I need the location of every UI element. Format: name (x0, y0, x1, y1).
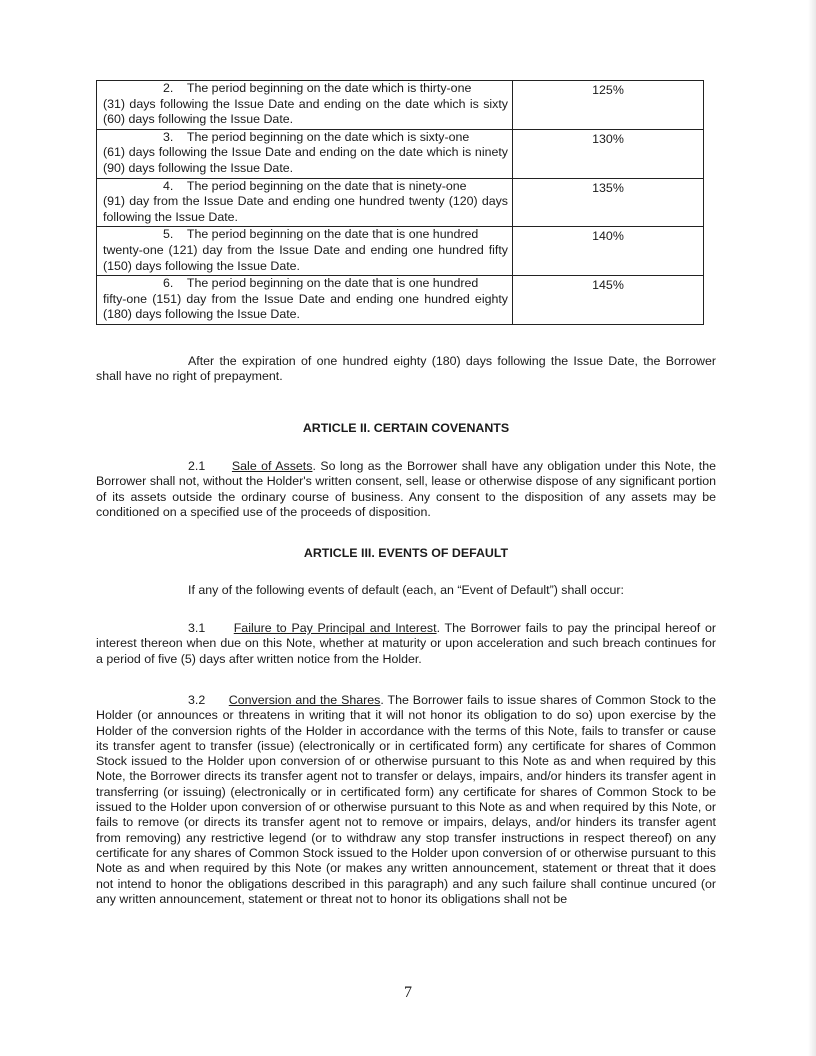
period-description: 3. The period beginning on the date which is sixty-one (61) days following the Issue Date and ending on the date which is ninety (90) days following the Issue Date. (97, 129, 513, 178)
section-number: 3.1 (188, 621, 206, 635)
prepayment-percentage: 125% (513, 81, 704, 130)
table-row (97, 129, 704, 178)
period-description: 4. The period beginning on the date that is ninety-one (91) day from the Issue Date and ending one hundred twenty (120) days following the Issue Date. (97, 178, 513, 227)
scan-edge-shadow (808, 0, 816, 1056)
prepayment-percentage: 130% (513, 129, 704, 178)
section-3-1-paragraph: 3.1 Failure to Pay Principal and Interest. The Borrower fails to pay the principal hereof or interest thereon when due on this Note, whether at maturity or upon acceleration and such breach continues for a period of five (5) days after written notice from the Holder. (96, 621, 716, 666)
events-intro-paragraph: If any of the following events of default (each, an “Event of Default”) shall occur: (188, 583, 624, 597)
section-number: 2.1 (188, 459, 206, 473)
table-row (97, 276, 704, 325)
prepayment-percentage: 135% (513, 178, 704, 227)
section-title: Conversion and the Shares (228, 693, 381, 707)
table-row (97, 81, 704, 130)
section-3-2-paragraph: 3.2 Conversion and the Shares. The Borrower fails to issue shares of Common Stock to the Holder (or announces or threatens in writing that it will not honor its obligation to do so) upon exercise by the Holder of the conversion rights of the Holder in accordance with the terms of this Note, fails to transfer or cause its transfer agent to transfer (issue) (electronically or in certificated form) any certificate for shares of Common Stock issued to the Holder upon conversion of or otherwise pursuant to this Note as and when required by this Note, the Borrower directs its transfer agent not to transfer or delays, impairs, and/or hinders its transfer agent in transferring (or issuing) (electronically or in certificated form) any certificate for shares of Common Stock to be issued to the Holder upon conversion of or otherwise pursuant to this Note as and when required by this Note, or fails to remove (or directs its transfer agent not to remove or impairs, delays, and/or hinders its transfer agent from removing) any restrictive legend (or to withdraw any stop transfer instructions in respect thereof) on any certificate for any shares of Common Stock issued to the Holder upon conversion of or otherwise pursuant to this Note as and when required by this Note (or makes any written announcement, statement or threat that it does not intend to honor the obligations described in this paragraph) and any such failure shall continue uncured (or any written announcement, statement or threat not to honor its obligations shall not be (96, 693, 716, 906)
after-expiration-paragraph: After the expiration of one hundred eighty (180) days following the Issue Date, the Borrower shall have no right of prepayment. (96, 354, 716, 384)
prepayment-percentage: 145% (513, 276, 704, 325)
section-number: 3.2 (188, 693, 206, 707)
section-title: Failure to Pay Principal and Interest (233, 621, 437, 635)
table-row (97, 227, 704, 276)
article-2-heading: ARTICLE II. CERTAIN COVENANTS (302, 421, 510, 435)
period-description: 6. The period beginning on the date that is one hundred fifty-one (151) day from the Issue Date and ending one hundred eighty (180) days following the Issue Date. (97, 276, 513, 325)
section-title: Sale of Assets (231, 459, 313, 473)
table-row (97, 178, 704, 227)
section-2-1-paragraph: 2.1 Sale of Assets. So long as the Borrower shall have any obligation under this Note, the Borrower shall not, without the Holder's written consent, sell, lease or otherwise dispose of any significant portion of its assets outside the ordinary course of business. Any consent to the disposition of any assets may be conditioned on a specified use of the proceeds of disposition. (96, 459, 716, 519)
period-description: 2. The period beginning on the date which is thirty-one (31) days following the Issue Date and ending on the date which is sixty (60) days following the Issue Date. (97, 81, 513, 130)
prepayment-table (96, 80, 704, 325)
prepayment-percentage: 140% (513, 227, 704, 276)
period-description: 5. The period beginning on the date that is one hundred twenty-one (121) day from the Issue Date and ending one hundred fifty (150) days following the Issue Date. (97, 227, 513, 276)
article-3-heading: ARTICLE III. EVENTS OF DEFAULT (303, 546, 509, 560)
page-number: 7 (404, 984, 412, 1001)
